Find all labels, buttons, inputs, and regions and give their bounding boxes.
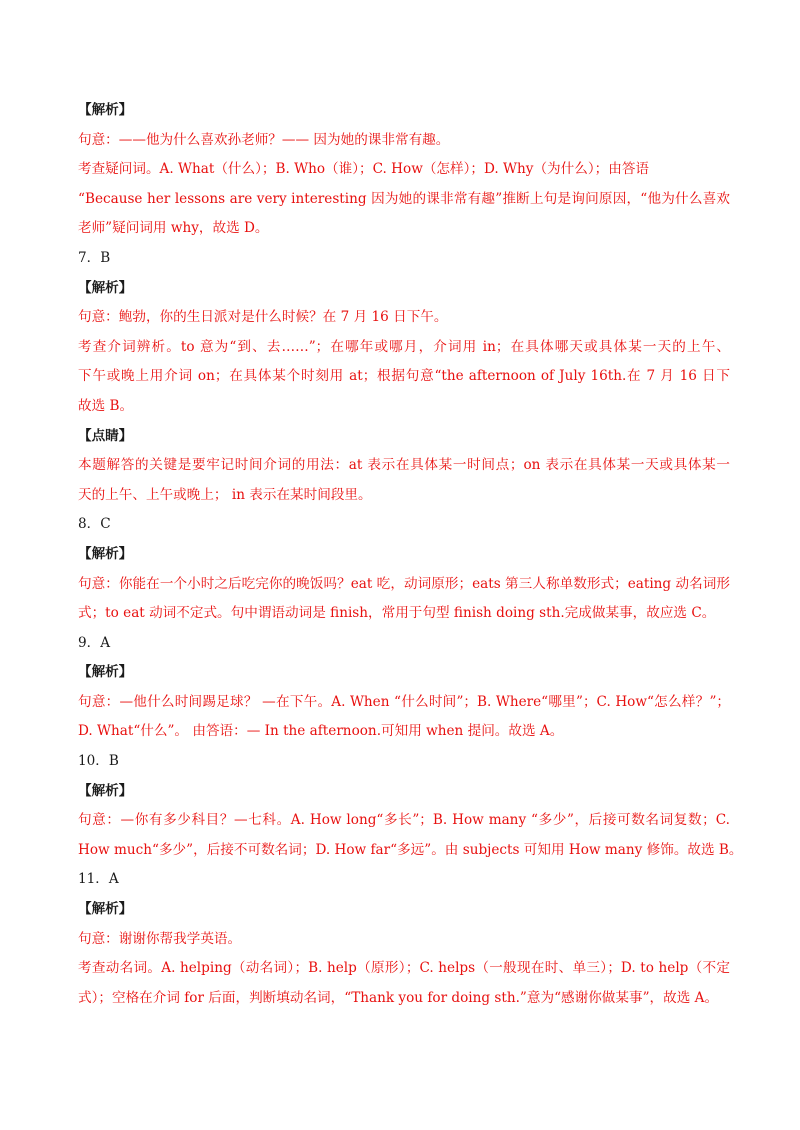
text-line: 句意：—你有多少科目？—七科。A. How long“多长”；B. How many “多少”，后接可数名词复数；C. (78, 812, 730, 829)
text-line: 句意：—他什么时间踢足球？ —在下午。A. When “什么时间”；B. Where“哪里”；C. How“怎么样？”； (78, 693, 730, 710)
text-line: 考查动名词。A. helping（动名词）；B. help（原形）；C. helps（一般现在时、单三）；D. to help（不定 (78, 960, 730, 977)
text-line: 考查介词辨析。to 意为“到、去……”；在哪年或哪月，介词用 in；在具体哪天或具体某一天的上午、 (78, 338, 730, 355)
text-line: 句意：鲍勃，你的生日派对是什么时候？在 7 月 16 日下午。 (78, 309, 448, 326)
text-line: 句意：你能在一个小时之后吃完你的晚饭吗？eat 吃，动词原形；eats 第三人称单数形式；eating 动名词形 (78, 575, 730, 592)
answer-key: 7．B (78, 249, 111, 266)
text-line: 式；to eat 动词不定式。句中谓语动词是 finish，常用于句型 finish doing sth.完成做某事，故应选 C。 (78, 605, 716, 622)
text-line: 天的上午、上午或晚上； in 表示在某时间段里。 (78, 486, 372, 503)
text-line: 故选 B。 (78, 397, 134, 414)
text-line: 考查疑问词。A. What（什么）；B. Who（谁）；C. How（怎样）；D. Why（为什么）；由答语 (78, 161, 650, 178)
text-line: 下午或晚上用介词 on；在具体某个时刻用 at；根据句意“the afternoon of July 16th.在 7 月 16 日下 (78, 368, 730, 385)
answer-key: 8．C (78, 516, 111, 533)
answer-key: 10．B (78, 753, 119, 770)
text-line: 本题解答的关键是要牢记时间介词的用法：at 表示在具体某一时间点；on 表示在具体某一天或具体某一 (78, 457, 730, 474)
answer-key: 9．A (78, 634, 111, 651)
text-line: How much“多少”，后接不可数名词；D. How far“多远”。由 subjects 可知用 How many 修饰。故选 B。 (78, 841, 743, 858)
answer-explanation-page (78, 96, 743, 1013)
section-label: 【解析】 (78, 901, 133, 918)
text-line: 句意：——他为什么喜欢孙老师？—— 因为她的课非常有趣。 (78, 131, 450, 148)
text-line: 句意：谢谢你帮我学英语。 (78, 930, 242, 947)
text-line: 式）；空格在介词 for 后面，判断填动名词，“Thank you for doing sth.”意为“感谢你做某事”，故选 A。 (78, 989, 719, 1006)
text-line: 老师”疑问词用 why，故选 D。 (78, 220, 269, 237)
answer-key: 11．A (78, 871, 119, 888)
section-label: 【解析】 (78, 279, 133, 296)
section-label: 【解析】 (78, 782, 133, 799)
section-label: 【点睛】 (78, 427, 133, 444)
text-line: “Because her lessons are very interesting 因为她的课非常有趣”推断上句是询问原因，“他为什么喜欢 (78, 190, 730, 207)
section-label: 【解析】 (78, 545, 133, 562)
text-line: D. What“什么”。 由答语：— In the afternoon.可知用 when 提问。故选 A。 (78, 723, 564, 740)
section-label: 【解析】 (78, 664, 133, 681)
section-label: 【解析】 (78, 102, 133, 118)
